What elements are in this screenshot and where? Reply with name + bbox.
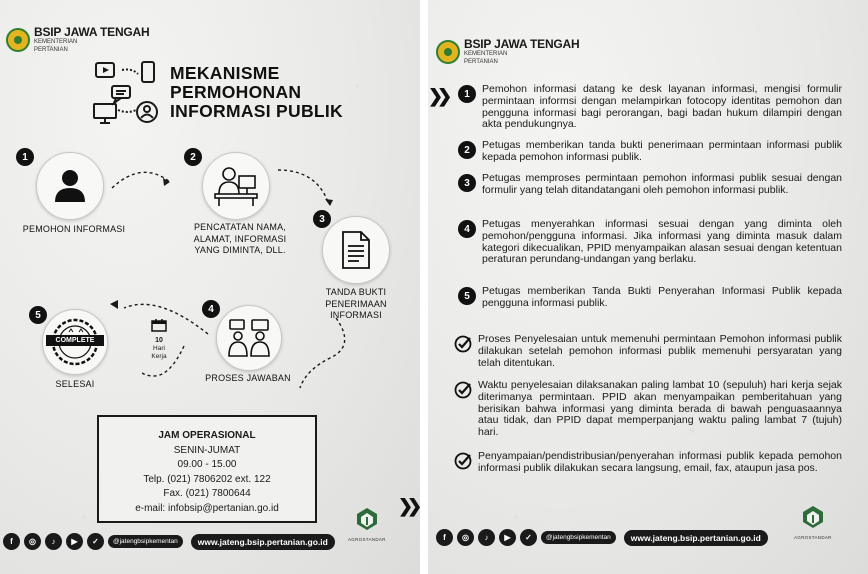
note-text-3: Penyampaian/pendistribusian/penyerahan informasi publik kepada pemohon informasi publik dilakukan secara langsung, email, fax, ataupun jasa pos. [478,450,842,474]
next-chevrons-icon: ❯❯ [398,496,417,516]
procedure-item-5 [458,286,842,310]
step-4-label: PROSES JAWABAN [205,373,291,383]
bsip-emblem-icon [436,40,460,64]
step-1-number: 1 [16,148,34,166]
calendar-icon [151,318,167,332]
title-line-2: PERMOHONAN [170,82,302,102]
procedure-item-2 [458,140,842,164]
instagram-icon[interactable]: ◎ [457,529,474,546]
procedure-text-4: Petugas menyerahkan informasi sesuai dengan yang diminta oleh pemohon/pengguna informasi. Jika informasi yang diminta masuk dalam kategori dikecualikan, PPID menyampaikan alasan sesuai dengan ketentuan peraturan perundang-undangan yang berlaku. [482,218,842,266]
procedure-text-1: Pemohon informasi datang ke desk layanan informasi, mengisi formulir permintaan informsi dengan melampirkan fotocopy identitas pemohon dan pengguna informasi bagi perorangan, bagi badan hukum dilampiri dengan akta pendukungnya. [482,83,842,131]
check-circle-icon [454,335,472,353]
note-item-1 [454,334,842,369]
step-4-number: 4 [202,300,220,318]
operating-hours-box [97,415,317,523]
agrostandar-text: AGROSTANDAR [348,537,386,542]
hours-email: e-mail: infobsip@pertanian.go.id [135,502,279,514]
note-text-2: Waktu penyelesaian dilaksanakan paling lambat 10 (sepuluh) hari kerja sejak diterimanya permintaan. PPID akan menyampaikan pemberitahuan yang berisikan bahwa informasi yang diminta berada di bawah penguasaannya atau tidak, dan PPID dapat memperpanjang waktu paling lambat 7 (tujuh) hari. [478,379,842,439]
procedure-number-3: 3 [458,174,476,192]
calendar-text-2: Kerja [151,352,167,360]
person-icon [52,168,88,204]
note-text-1: Proses Penyelesaian untuk memenuhi permintaan Pemohon informasi publik dilakukan setelah pemohon informasi publik memenuhi persyaratan yang telah ditentukan. [478,333,842,369]
procedure-item-3 [458,173,842,197]
ten-working-days-marker [146,318,172,360]
clerk-at-desk-icon [213,164,259,208]
title-line-1: MEKANISME [170,63,280,83]
social-handle[interactable]: @jatengbsipkementan [541,531,616,544]
step-3-label: TANDA BUKTI PENERIMAAN INFORMASI [325,287,387,320]
twitter-icon[interactable]: ✓ [520,529,537,546]
agrostandar-emblem-icon [800,504,826,530]
check-circle-icon [454,381,472,399]
hours-title: JAM OPERASIONAL [158,430,256,441]
continue-chevrons-icon: ❯❯ [428,86,447,106]
facebook-icon[interactable]: f [3,533,20,550]
procedure-number-2: 2 [458,141,476,159]
brand-sub2: PERTANIAN [34,46,68,53]
note-item-2 [454,380,842,439]
complete-badge-text: COMPLETE [46,335,104,346]
procedure-text-2: Petugas memberikan tanda bukti penerimaan permintaan informasi publik kepada pemohon informasi publik. [482,139,842,163]
step-5-label: SELESAI [55,379,95,389]
step-5-number: 5 [29,306,47,324]
footer-left [3,533,335,550]
brand-name: BSIP JAWA TENGAH [464,37,580,51]
calendar-day: 10 [155,337,163,344]
tiktok-icon[interactable]: ♪ [478,529,495,546]
procedure-text-5: Petugas memberikan Tanda Bukti Penyerahan Informasi Publik kepada pengguna informasi publik. [482,285,842,309]
right-panel [428,0,868,574]
procedure-item-1 [458,84,842,131]
step-1-label: PEMOHON INFORMASI [22,224,126,234]
footer-right [436,529,768,546]
hours-time: 09.00 - 15.00 [177,459,237,470]
note-item-3 [454,451,842,475]
brand-sub1: KEMENTERIAN [34,39,78,45]
agrostandar-emblem-icon [354,506,380,532]
step-1-circle [36,152,104,220]
complete-seal-icon [49,316,101,368]
step-4-circle [216,305,282,371]
document-icon [339,230,373,270]
step-2-circle [202,152,270,220]
step-3-number: 3 [313,210,331,228]
hours-days: SENIN-JUMAT [173,444,241,456]
check-circle-icon [454,452,472,470]
brand-sub1: KEMENTERIAN [464,51,508,57]
calendar-text-1: Hari [153,345,165,352]
facebook-icon[interactable]: f [436,529,453,546]
website-link[interactable]: www.jateng.bsip.pertanian.go.id [191,534,335,550]
procedure-number-1: 1 [458,85,476,103]
step-5-circle [42,309,108,375]
title-line-3: INFORMASI PUBLIK [170,101,343,121]
brand-sub2: PERTANIAN [464,58,498,65]
procedure-number-5: 5 [458,287,476,305]
step-2-label: PENCATATAN NAMA, ALAMAT, INFORMASI YANG DIMINTA, DLL. [193,222,287,255]
procedure-text-3: Petugas memproses permintaan pemohon informasi publik sesuai dengan formulir yang telah ditandatangani oleh pemohon informasi publik. [482,172,842,196]
conversation-icon [226,318,272,358]
hours-telp: Telp. (021) 7806202 ext. 122 [143,473,271,485]
website-link[interactable]: www.jateng.bsip.pertanian.go.id [624,530,768,546]
hours-fax: Fax. (021) 7800644 [163,488,251,499]
procedure-number-4: 4 [458,220,476,238]
tiktok-icon[interactable]: ♪ [45,533,62,550]
step-3-circle [322,216,390,284]
youtube-icon[interactable]: ▶ [66,533,83,550]
instagram-icon[interactable]: ◎ [24,533,41,550]
twitter-icon[interactable]: ✓ [87,533,104,550]
agrostandar-text: AGROSTANDAR [794,535,832,540]
bsip-logo [436,38,580,66]
step-2-number: 2 [184,148,202,166]
brand-name: BSIP JAWA TENGAH [34,25,150,39]
agrostandar-logo [348,506,386,542]
left-panel [0,0,420,574]
youtube-icon[interactable]: ▶ [499,529,516,546]
procedure-item-4 [458,219,842,266]
agrostandar-logo [794,504,832,540]
social-handle[interactable]: @jatengbsipkementan [108,535,183,548]
